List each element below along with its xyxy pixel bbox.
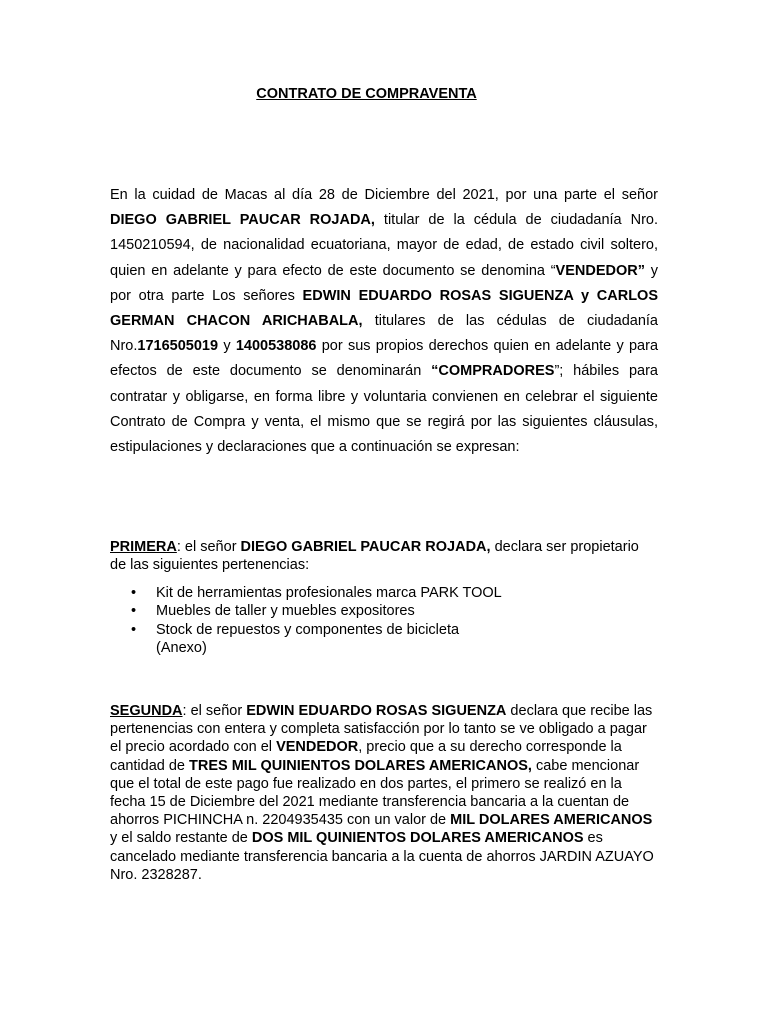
- list-item-text: Stock de repuestos y componentes de bicicleta: [156, 621, 460, 638]
- vendedor-label: VENDEDOR”: [555, 262, 645, 279]
- primera-heading: PRIMERA: [110, 539, 177, 555]
- intro-text-2: titular de la cédula de ciudadanía Nro. 1450210594, de nacionalidad ecuatoriana, mayor de edad, de estado civil soltero, quien en adelante y para efecto de este documento se denomina “: [110, 212, 658, 279]
- primera-text-2: declara ser propietario de las siguientes pertenencias:: [110, 539, 639, 573]
- list-item: [110, 602, 658, 620]
- clause-segunda: [110, 702, 658, 884]
- intro-text-1: En la cuidad de Macas al día 28 de Diciembre del 2021, por una parte el señor: [110, 187, 658, 203]
- intro-text-7: ”; hábiles para contratar y obligarse, en forma libre y voluntaria convienen en celebrar el siguiente Contrato de Compra y venta, el mismo que se regirá por las siguientes cláusulas, estipulaciones y declaraciones que a continuación se expresan:: [110, 363, 658, 456]
- clause-primera: [110, 538, 658, 574]
- list-item-text: Kit de herramientas profesionales marca PARK TOOL: [156, 585, 502, 601]
- segunda-text-6: es cancelado mediante transferencia bancaria a la cuenta de ahorros JARDIN AZUAYO Nro. 2328287.: [110, 830, 654, 883]
- bullet-icon: •: [131, 585, 137, 601]
- intro-text-4: titulares de las cédulas de ciudadanía Nro.: [110, 313, 658, 355]
- primera-name: DIEGO GABRIEL PAUCAR ROJADA,: [240, 539, 491, 555]
- segunda-text-5: y el saldo restante de: [110, 830, 252, 847]
- bullet-icon: •: [131, 603, 137, 620]
- intro-text-3: y por otra parte Los señores: [110, 262, 659, 304]
- compradores-names: EDWIN EDUARDO ROSAS SIGUENZA y CARLOS GERMAN CHACON ARICHABALA,: [110, 287, 658, 330]
- segunda-vendedor: VENDEDOR: [276, 739, 359, 756]
- segunda-text-4: cabe mencionar que el total de este pago fue realizado en dos partes, el primero se realizó en la fecha 15 de Diciembre del 2021 mediante transferencia bancaria a la cuentan de ahorros PICHINCHA n. 2204935435 con un valor de: [110, 757, 640, 829]
- compradores-label: “COMPRADORES: [431, 363, 555, 380]
- cedula-2: 1400538086: [235, 338, 317, 355]
- segunda-text-2: declara que recibe las pertenencias con entera y completa satisfacción por lo tanto se ve obligado a pagar el precio acordado con el: [110, 703, 653, 756]
- intro-text-6: por sus propios derechos quien en adelante y para efectos de este documento se denominarán: [110, 338, 659, 380]
- cedula-1: 1716505019: [137, 338, 219, 355]
- segunda-heading: SEGUNDA: [110, 703, 183, 719]
- document-title: CONTRATO DE COMPRAVENTA: [256, 86, 477, 102]
- segunda-name: EDWIN EDUARDO ROSAS SIGUENZA: [246, 703, 507, 719]
- list-item: [110, 584, 658, 602]
- vendedor-name: DIEGO GABRIEL PAUCAR ROJADA,: [110, 212, 375, 229]
- primera-text-1: : el señor: [176, 539, 241, 555]
- list-item-text: Muebles de taller y muebles expositores: [156, 603, 415, 620]
- list-item: [110, 621, 658, 658]
- monto-total: TRES MIL QUINIENTOS DOLARES AMERICANOS,: [189, 757, 532, 774]
- segunda-text-1: : el señor: [182, 703, 247, 719]
- monto-1: MIL DOLARES AMERICANOS: [450, 812, 653, 829]
- intro-paragraph: [110, 183, 658, 460]
- bullet-icon: •: [131, 621, 137, 638]
- pertenencias-list: [110, 584, 658, 657]
- anexo-note: (Anexo): [156, 639, 207, 656]
- segunda-text-3: , precio que a su derecho corresponde la cantidad de: [110, 739, 622, 774]
- monto-2: DOS MIL QUINIENTOS DOLARES AMERICANOS: [251, 830, 584, 847]
- intro-text-5: y: [218, 338, 236, 355]
